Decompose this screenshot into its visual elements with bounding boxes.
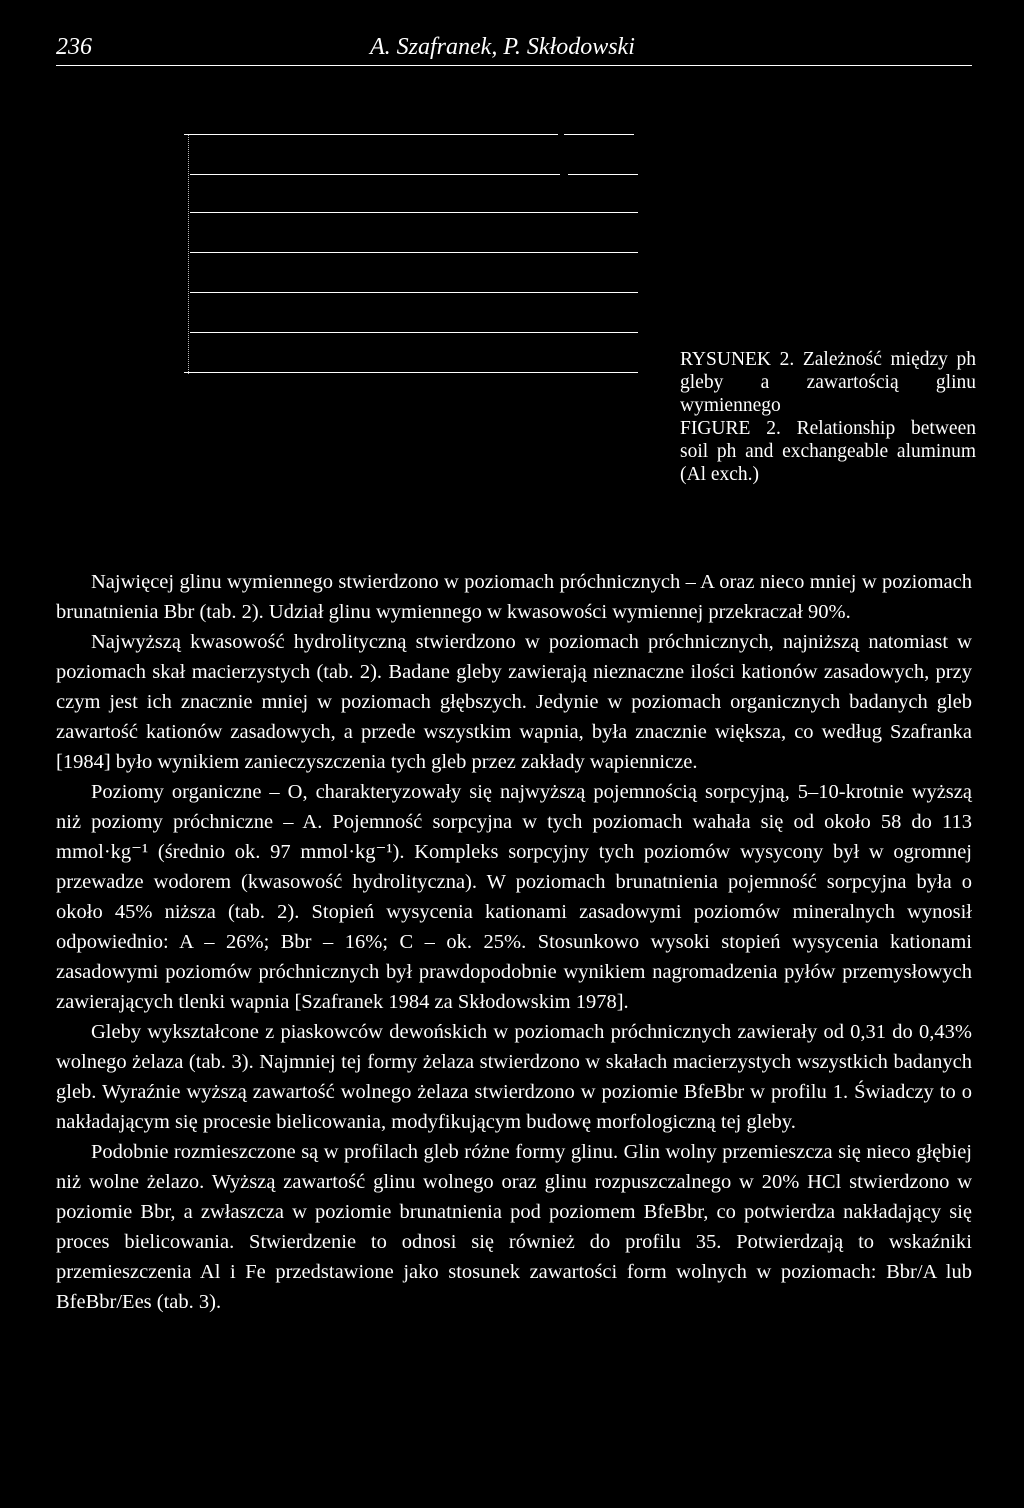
figure-line: [190, 332, 638, 333]
figure-line: [184, 134, 558, 135]
figure-axis: [188, 134, 189, 374]
caption-polish: RYSUNEK 2. Zależność między ph gleby a zawartością glinu wymiennego: [680, 349, 976, 416]
paragraph: Gleby wykształcone z piaskowców dewońskich w poziomach próchnicznych zawierały od 0,31 do 0,43% wolnego żelaza (tab. 3). Najmniej tej formy żelaza stwierdzono w skałach macierzystych wszystkich badanych gleb. Wyraźnie wyższą zawartość wolnego żelaza stwierdzono w poziomie BfeBbr w profilu 1. Świadczy to o nakładającym się procesie bielicowania, modyfikującym budowę morfologiczną tej gleby.: [56, 1021, 972, 1133]
figure-2: [176, 128, 646, 376]
figure-line: [564, 134, 634, 135]
figure-line: [190, 292, 638, 293]
body-text: [56, 567, 972, 1317]
running-head: A. Szafranek, P. Skłodowski: [370, 34, 635, 60]
figure-line: [190, 252, 638, 253]
figure-line: [184, 372, 638, 373]
caption-english: FIGURE 2. Relationship between soil ph and exchangeable aluminum (Al exch.): [680, 418, 976, 485]
paragraph: Poziomy organiczne – O, charakteryzowały się najwyższą pojemnością sorpcyjną, 5–10-krotnie wyższą niż poziomy próchniczne – A. Pojemność sorpcyjna w tych poziomach wahała się od około 58 do 113 mmol·kg⁻¹ (średnio ok. 97 mmol·kg⁻¹). Kompleks sorpcyjny tych poziomów wysycony był w ogromnej przewadze wodorem (kwasowość hydrolityczna). W poziomach brunatnienia pojemność sorpcyjna była o około 45% niższa (tab. 2). Stopień wysycenia kationami zasadowymi poziomów mineralnych wynosił odpowiednio: A – 26%; Bbr – 16%; C – ok. 25%. Stosunkowo wysoki stopień wysycenia kationami zasadowymi poziomów próchnicznych był prawdopodobnie wynikiem nagromadzenia pyłów przemysłowych zawierających tlenki wapnia [Szafranek 1984 za Skłodowskim 1978].: [56, 781, 972, 1013]
figure-line: [190, 174, 560, 175]
page-number: 236: [56, 34, 92, 60]
paragraph: Najwyższą kwasowość hydrolityczną stwierdzono w poziomach próchnicznych, najniższą natomiast w poziomach skał macierzystych (tab. 2). Badane gleby zawierają nieznaczne ilości kationów zasadowych, przy czym jest ich znacznie mniej w poziomach głębszych. Jedynie w poziomach organicznych badanych gleb zawartość kationów zasadowych, a przede wszystkim wapnia, była znacznie większa, co według Szafranka [1984] było wynikiem zanieczyszczenia tych gleb przez zakłady wapiennicze.: [56, 631, 972, 773]
page-header: [56, 30, 972, 66]
header-rule: [56, 65, 972, 66]
paragraph: Najwięcej glinu wymiennego stwierdzono w poziomach próchnicznych – A oraz nieco mniej w poziomach brunatnienia Bbr (tab. 2). Udział glinu wymiennego w kwasowości wymiennej przekraczał 90%.: [56, 571, 972, 623]
figure-line: [568, 174, 638, 175]
figure-caption: [680, 348, 976, 486]
figure-line: [190, 212, 638, 213]
paragraph: Podobnie rozmieszczone są w profilach gleb różne formy glinu. Glin wolny przemieszcza się nieco głębiej niż wolne żelazo. Wyższą zawartość glinu wolnego oraz glinu rozpuszczalnego w 20% HCl stwierdzono w poziomie Bbr, a zwłaszcza w poziomie brunatnienia pod poziomem BfeBbr, co potwierdza nakładający się proces bielicowania. Stwierdzenie to odnosi się również do profilu 35. Potwierdzają to wskaźniki przemieszczenia Al i Fe przedstawione jako stosunek zawartości form wolnych w poziomach: Bbr/A lub BfeBbr/Ees (tab. 3).: [56, 1141, 972, 1313]
